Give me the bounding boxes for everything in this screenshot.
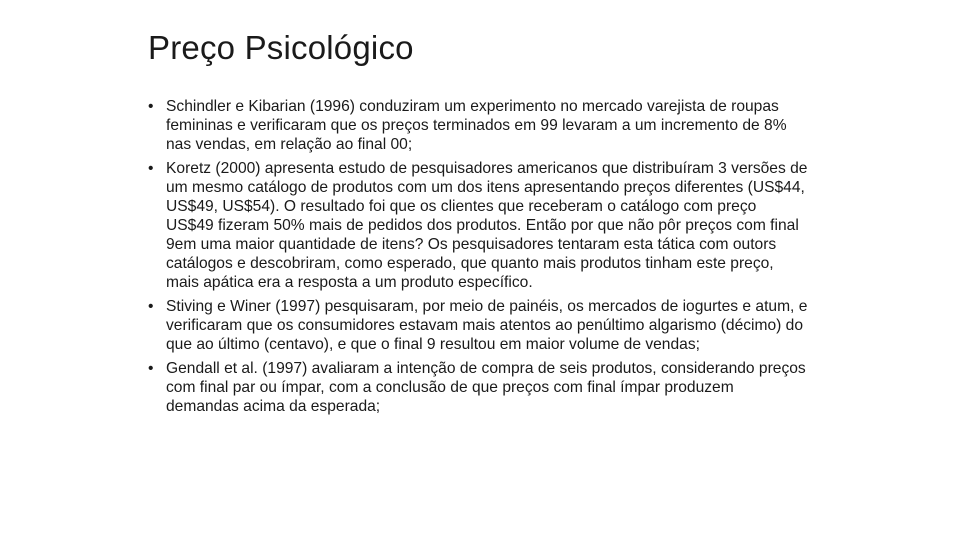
bullet-dot-icon: • [148, 298, 154, 315]
bullet-item-stiving [148, 297, 808, 354]
bullet-text: Schindler e Kibarian (1996) conduziram um experimento no mercado varejista de roupas femininas e verificaram que os preços terminados em 99 levaram a um incremento de 8% nas vendas, em relação ao final 00; [166, 98, 787, 153]
bullet-text: Koretz (2000) apresenta estudo de pesquisadores americanos que distribuíram 3 versões de um mesmo catálogo de produtos com um dos itens apresentando preços diferentes (US$44, US$49, US$54). O resultado foi que os clientes que receberam o catálogo com preço US$49 fizeram 50% mais de pedidos dos produtos. Então por que não pôr preços com final 9em uma maior quantidade de itens? Os pesquisadores tentaram esta tática com outors catálogos e descobriram, como esperado, que quanto mais produtos tinham este preço, mais apática era a resposta a um produto específico. [166, 160, 808, 291]
bullet-text: Stiving e Winer (1997) pesquisaram, por meio de painéis, os mercados de iogurtes e atum, e verificaram que os consumidores estavam mais atentos ao penúltimo algarismo (décimo) do que ao último (centavo), e que o final 9 resultou em maior volume de vendas; [166, 298, 808, 353]
bullet-item-schindler [148, 97, 808, 154]
bullet-dot-icon: • [148, 98, 154, 115]
bullet-item-gendall [148, 359, 808, 416]
bullet-dot-icon: • [148, 360, 154, 377]
bullet-dot-icon: • [148, 160, 154, 177]
slide-title: Preço Psicológico [148, 29, 414, 66]
bullet-text: Gendall et al. (1997) avaliaram a intenção de compra de seis produtos, considerando preços com final par ou ímpar, com a conclusão de que preços com final ímpar produzem demandas acima da esperada; [166, 360, 806, 415]
bullet-item-koretz [148, 159, 808, 292]
bullet-list [148, 97, 808, 421]
